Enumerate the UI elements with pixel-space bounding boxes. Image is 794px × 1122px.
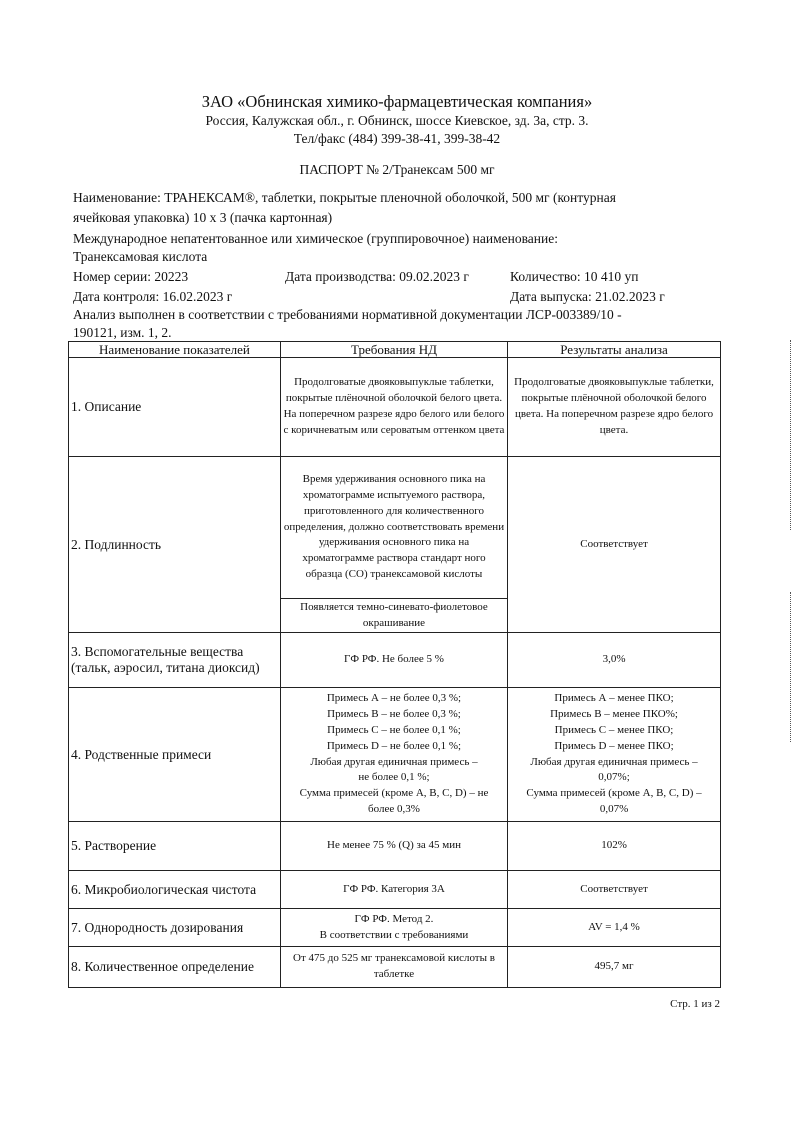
quantity: Количество: 10 410 уп — [510, 269, 639, 284]
indicator-name: 3. Вспомогательные вещества (тальк, аэросил, титана диоксид) — [69, 633, 281, 688]
indicator-name: 1. Описание — [69, 358, 281, 457]
indicator-name: 4. Родственные примеси — [69, 688, 281, 822]
table-row — [69, 947, 721, 988]
table-row — [69, 457, 721, 599]
indicator-name: 5. Растворение — [69, 822, 281, 871]
res-line: Примесь В – менее ПКО%; — [550, 708, 678, 721]
header-results: Результаты анализа — [508, 342, 721, 358]
res-line: 0,07%; — [598, 771, 630, 784]
control-date: Дата контроля: 16.02.2023 г — [73, 289, 233, 304]
company-address: Россия, Калужская обл., г. Обнинск, шоссе Киевское, зд. 3а, стр. 3. — [205, 113, 589, 128]
production-date: Дата производства: 09.02.2023 г — [285, 269, 469, 284]
requirement-cell: ГФ РФ. Не более 5 % — [280, 633, 507, 688]
res-line: Примесь С – менее ПКО; — [554, 723, 674, 736]
requirement-cell: Время удерживания основного пика на хроматограмме испытуемого раствора, приготовленного для количественного определения, должно соответствовать времени удерживания основного пика на хроматограмме раствора стандарт ного образца (СО) транексамовой кислоты — [280, 457, 507, 599]
res-line: Сумма примесей (кроме А, В, С, D) – — [526, 787, 702, 800]
res-line: Примесь А – менее ПКО; — [554, 692, 674, 705]
req-line: Примесь С – не более 0,1 %; — [327, 723, 461, 736]
product-name-line2: ячейковая упаковка) 10 х 3 (пачка картонная) — [73, 210, 333, 225]
result-cell: 3,0% — [508, 633, 721, 688]
table-row — [69, 688, 721, 822]
result-cell: AV = 1,4 % — [508, 909, 721, 947]
analysis-line2: 190121, изм. 1, 2. — [73, 325, 172, 340]
result-cell: Соответствует — [508, 457, 721, 633]
table-row — [69, 871, 721, 909]
requirement-cell: Не менее 75 % (Q) за 45 мин — [280, 822, 507, 871]
req-line: В соответствии с требованиями — [319, 928, 469, 941]
batch-number: Номер серии: 20223 — [73, 269, 189, 284]
product-name-line1: Наименование: ТРАНЕКСАМ®, таблетки, покрытые пленочной оболочкой, 500 мг (контурная — [73, 190, 616, 205]
result-cell: Продолговатые двояковыпуклые таблетки, покрытые плёночной оболочкой белого цвета. На поперечном разрезе ядро белого цвета. — [508, 358, 721, 457]
table-row — [69, 822, 721, 871]
req-line: более 0,3% — [368, 802, 420, 815]
req-line: Сумма примесей (кроме А, В, С, D) – не — [299, 787, 489, 800]
req-line: Примесь А – не более 0,3 %; — [326, 692, 462, 705]
req-line: Примесь D – не более 0,1 %; — [326, 739, 462, 752]
inn-label: Международное непатентованное или химическое (группировочное) наименование: — [73, 231, 558, 246]
scan-artifact-line — [790, 340, 791, 530]
indicator-name: 8. Количественное определение — [69, 947, 281, 988]
req-line: ГФ РФ. Метод 2. — [354, 912, 434, 925]
indicator-name: 7. Однородность дозирования — [69, 909, 281, 947]
analysis-line1: Анализ выполнен в соответствии с требованиями нормативной документации ЛСР-003389/10 - — [73, 307, 622, 322]
indicator-name: 2. Подлинность — [69, 457, 281, 633]
company-phone: Тел/факс (484) 399-38-41, 399-38-42 — [293, 131, 501, 146]
req-line: не более 0,1 %; — [358, 771, 430, 784]
indicator-name: 6. Микробиологическая чистота — [69, 871, 281, 909]
res-line: 0,07% — [599, 802, 629, 815]
requirement-cell — [280, 688, 507, 822]
requirement-cell — [280, 909, 507, 947]
requirement-cell: ГФ РФ. Категория 3А — [280, 871, 507, 909]
res-line: Примесь D – менее ПКО; — [554, 739, 674, 752]
result-cell: Соответствует — [508, 871, 721, 909]
result-cell — [508, 688, 721, 822]
result-cell: 495,7 мг — [508, 947, 721, 988]
header-requirements: Требования НД — [280, 342, 507, 358]
result-cell: 102% — [508, 822, 721, 871]
requirement-cell-2: Появляется темно-синевато-фиолетовое окрашивание — [280, 599, 507, 633]
company-name: ЗАО «Обнинская химико-фармацевтическая компания» — [201, 92, 593, 111]
table-row — [69, 358, 721, 457]
release-date: Дата выпуска: 21.02.2023 г — [510, 289, 665, 304]
table-row — [69, 633, 721, 688]
req-line: Примесь В – не более 0,3 %; — [327, 708, 461, 721]
table-header-row — [69, 342, 721, 358]
requirement-cell: Продолговатые двояковыпуклые таблетки, покрытые плёночной оболочкой белого цвета. На поперечном разрезе ядро белого или белого с коричневатым или сероватым оттенком цвета — [280, 358, 507, 457]
requirement-cell: От 475 до 525 мг транексамовой кислоты в таблетке — [280, 947, 507, 988]
scan-artifact-line — [790, 592, 791, 742]
page-number: Стр. 1 из 2 — [670, 998, 720, 1010]
req-line: Любая другая единичная примесь – — [310, 755, 478, 768]
header-indicator: Наименование показателей — [69, 342, 281, 358]
table-row — [69, 909, 721, 947]
inn-value: Транексамовая кислота — [73, 249, 208, 264]
passport-title: ПАСПОРТ № 2/Транексам 500 мг — [299, 162, 495, 177]
analysis-table — [68, 341, 721, 988]
res-line: Любая другая единичная примесь – — [530, 755, 698, 768]
